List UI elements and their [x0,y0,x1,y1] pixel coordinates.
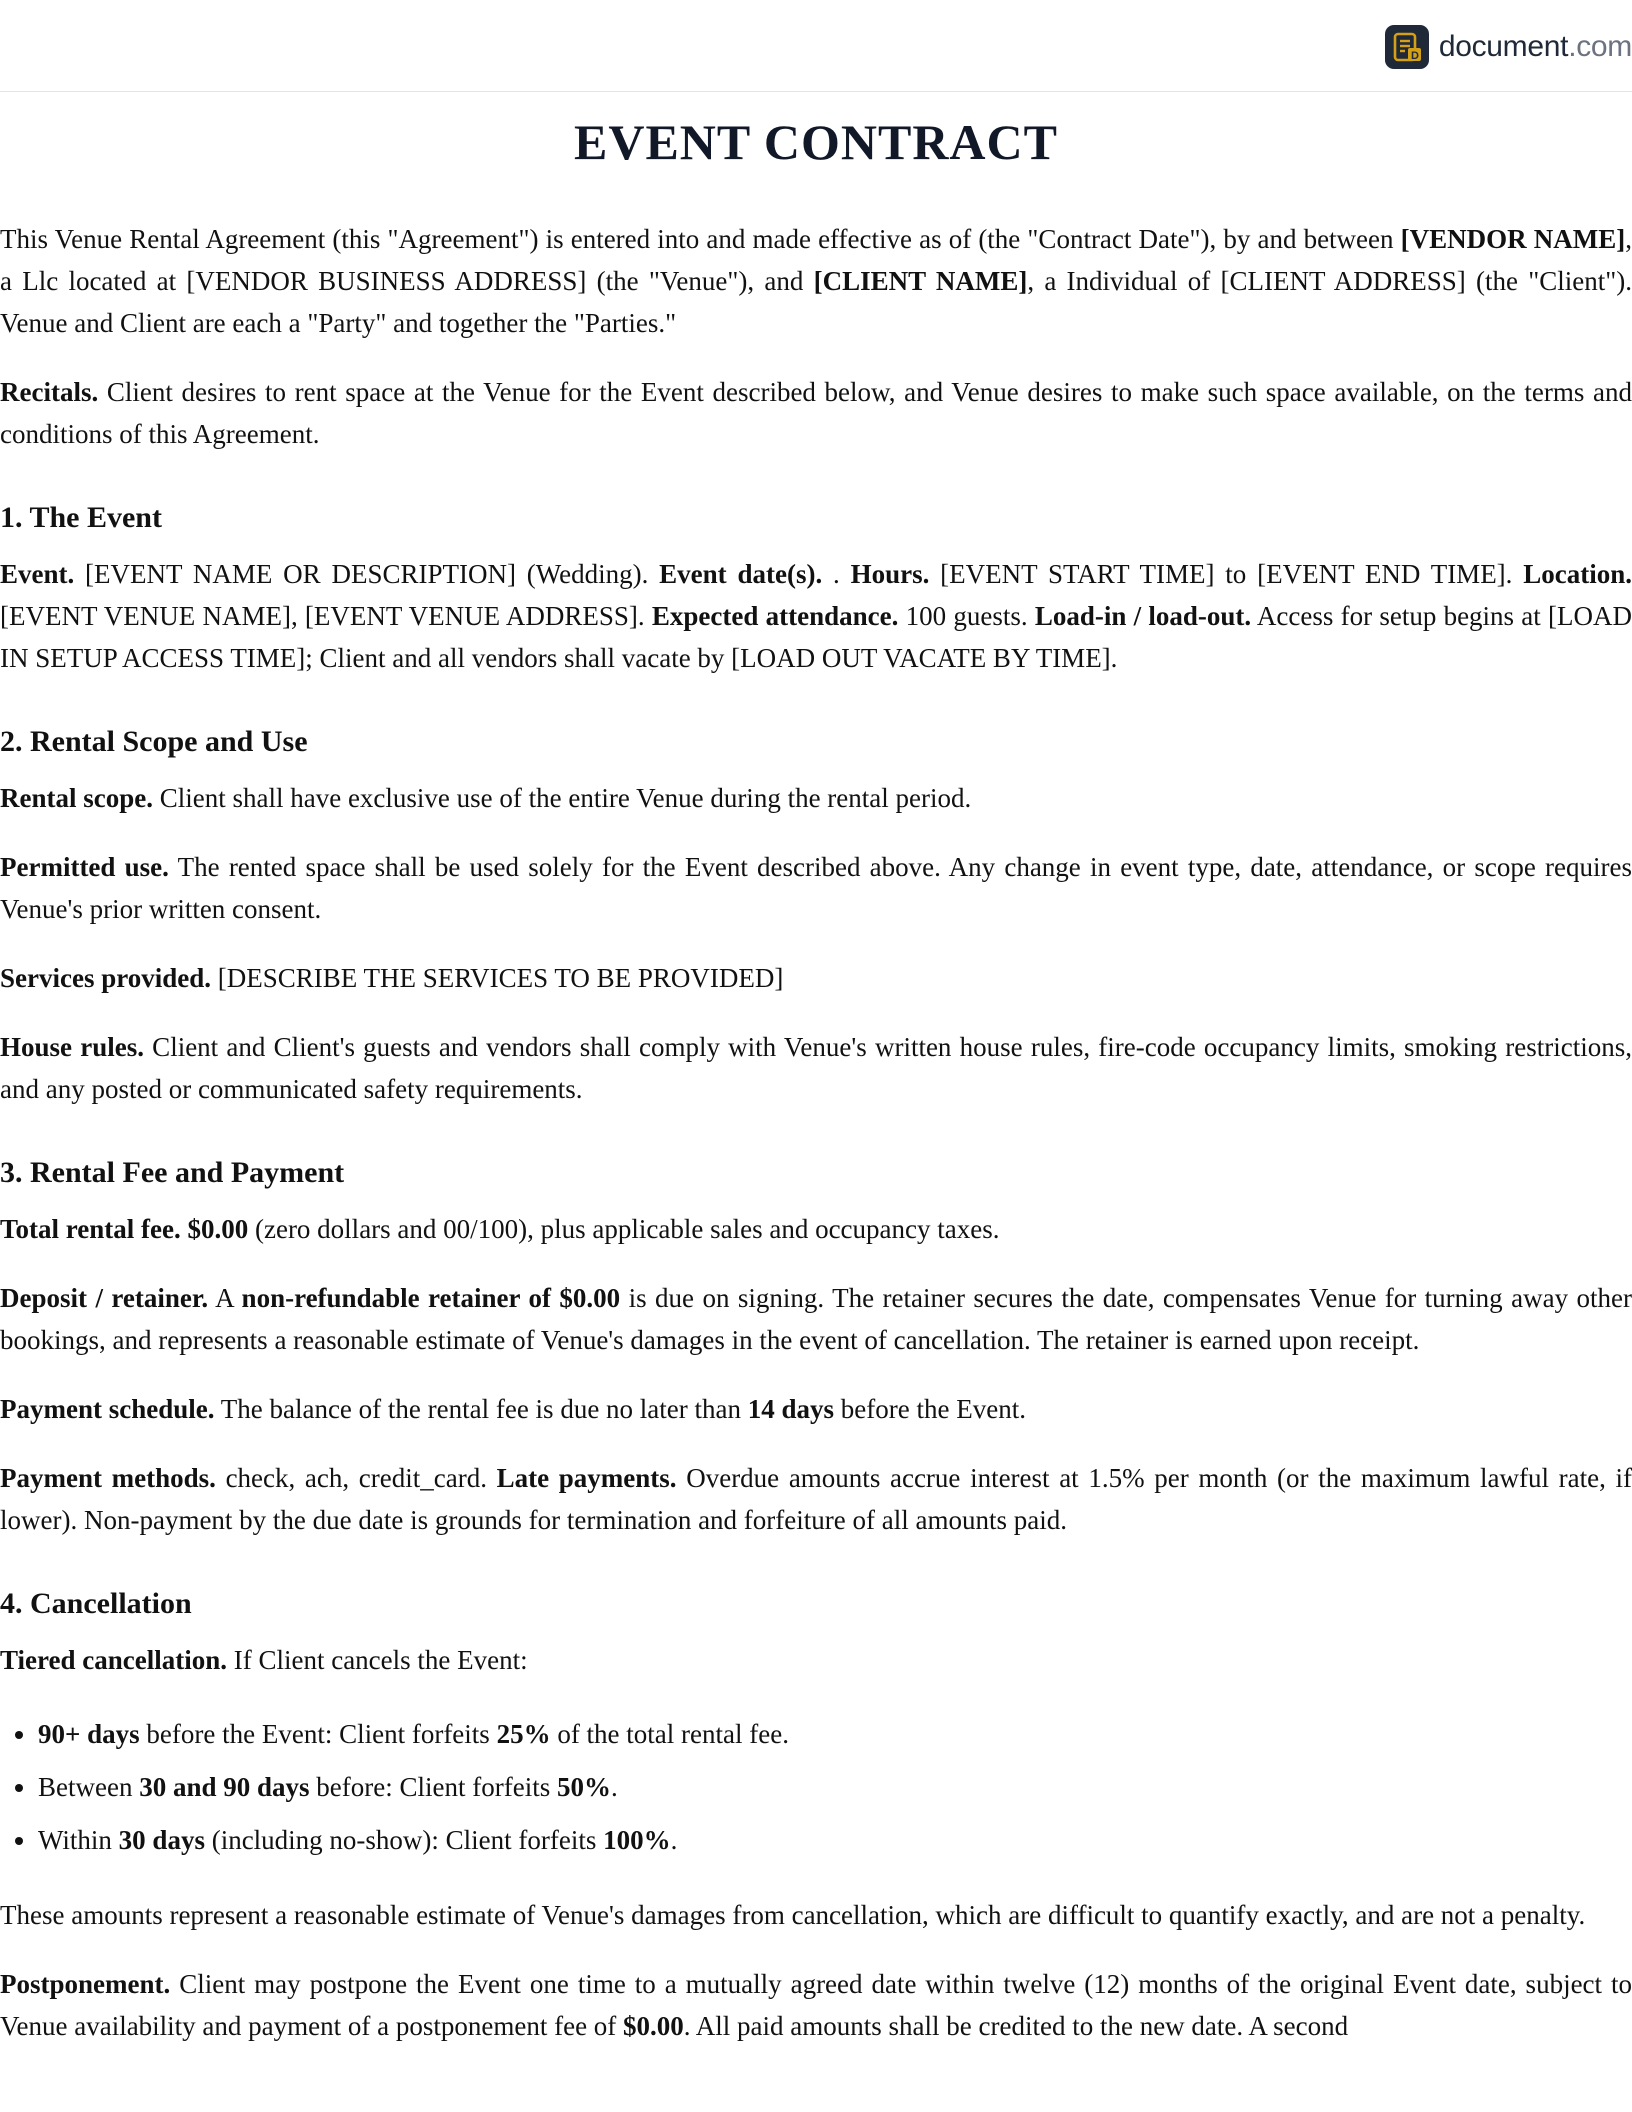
damages-paragraph: These amounts represent a reasonable estimate of Venue's damages from cancellation, which are difficult to quantify exactly, and are not a penalty. [0,1900,1586,1930]
brand-name: document.com [1438,30,1632,63]
rental-scope-paragraph: Rental scope. Client shall have exclusive use of the entire Venue during the rental period. [0,783,972,813]
brand-logo-link[interactable] [1385,24,1632,70]
total-fee-paragraph: Total rental fee. $0.00 (zero dollars and 00/100), plus applicable sales and occupancy taxes. [0,1214,1000,1244]
brand-tld: .com [1568,30,1632,63]
header-bar [0,0,1632,92]
document-logo-icon [1385,25,1429,69]
document-title: EVENT CONTRACT [574,114,1058,170]
postponement-paragraph: Postponement. Client may postpone the Event one time to a mutually agreed date within twelve (12) months of the original Event date, subject to Venue availability and payment of a postponement fee of $0.00. All paid amounts shall be credited to the new date. A second [0,1969,1632,2041]
section-heading-cancellation: 4. Cancellation [0,1587,192,1620]
client-name: [CLIENT NAME] [813,266,1028,296]
svg-text:D: D [1410,50,1419,62]
services-paragraph: Services provided. [DESCRIBE THE SERVICES TO BE PROVIDED] [0,963,784,993]
list-item: • 90+ days before the Event: Client forfeits 25% of the total rental fee. [38,1708,1632,1761]
payment-schedule-paragraph: Payment schedule. The balance of the rental fee is due no later than 14 days before the Event. [0,1394,1026,1424]
tiered-cancellation-paragraph: Tiered cancellation. If Client cancels the Event: [0,1645,528,1675]
section-heading-rental-scope: 2. Rental Scope and Use [0,725,308,758]
section-heading-fee: 3. Rental Fee and Payment [0,1156,345,1189]
event-details-paragraph: Event. [EVENT NAME OR DESCRIPTION] (Wedding). Event date(s). . Hours. [EVENT START TIME] to [EVENT END TIME]. Location. [EVENT VENUE NAME], [EVENT VENUE ADDRESS]. Expected attendance. 100 guests. Load-in / load-out. Access for setup begins at [LOAD IN SETUP ACCESS TIME]; Client and all vendors shall vacate by [LOAD OUT VACATE BY TIME]. [0,559,1632,673]
deposit-paragraph: Deposit / retainer. A non-refundable retainer of $0.00 is due on signing. The retainer secures the date, compensates Venue for turning away other bookings, and represents a reasonable estimate of Venue's damages in the event of cancellation. The retainer is earned upon receipt. [0,1283,1632,1355]
list-item: • Between 30 and 90 days before: Client forfeits 50%. [38,1761,1632,1814]
house-rules-paragraph: House rules. Client and Client's guests and vendors shall comply with Venue's written house rules, fire-code occupancy limits, smoking restrictions, and any posted or communicated safety requirements. [0,1032,1632,1104]
permitted-use-paragraph: Permitted use. The rented space shall be used solely for the Event described above. Any change in event type, date, attendance, or scope requires Venue's prior written consent. [0,852,1632,924]
recitals-paragraph: Recitals. Client desires to rent space at the Venue for the Event described below, and Venue desires to make such space available, on the terms and conditions of this Agreement. [0,377,1632,449]
list-item: • Within 30 days (including no-show): Client forfeits 100%. [38,1814,1632,1867]
section-heading-event: 1. The Event [0,501,162,534]
vendor-name: [VENDOR NAME] [1400,224,1626,254]
cancellation-tiers-list [0,1708,1632,1867]
payment-methods-paragraph: Payment methods. check, ach, credit_card. Late payments. Overdue amounts accrue interest at 1.5% per month (or the maximum lawful rate, if lower). Non-payment by the due date is grounds for termination and forfeiture of all amounts paid. [0,1463,1632,1535]
contract-document [0,92,1632,2047]
intro-paragraph: This Venue Rental Agreement (this "Agreement") is entered into and made effective as of (the "Contract Date"), by and between [VENDOR NAME], a Llc located at [VENDOR BUSINESS ADDRESS] (the "Venue"), and [CLIENT NAME], a Individual of [CLIENT ADDRESS] (the "Client"). Venue and Client are each a "Party" and together the "Parties." [0,224,1632,338]
